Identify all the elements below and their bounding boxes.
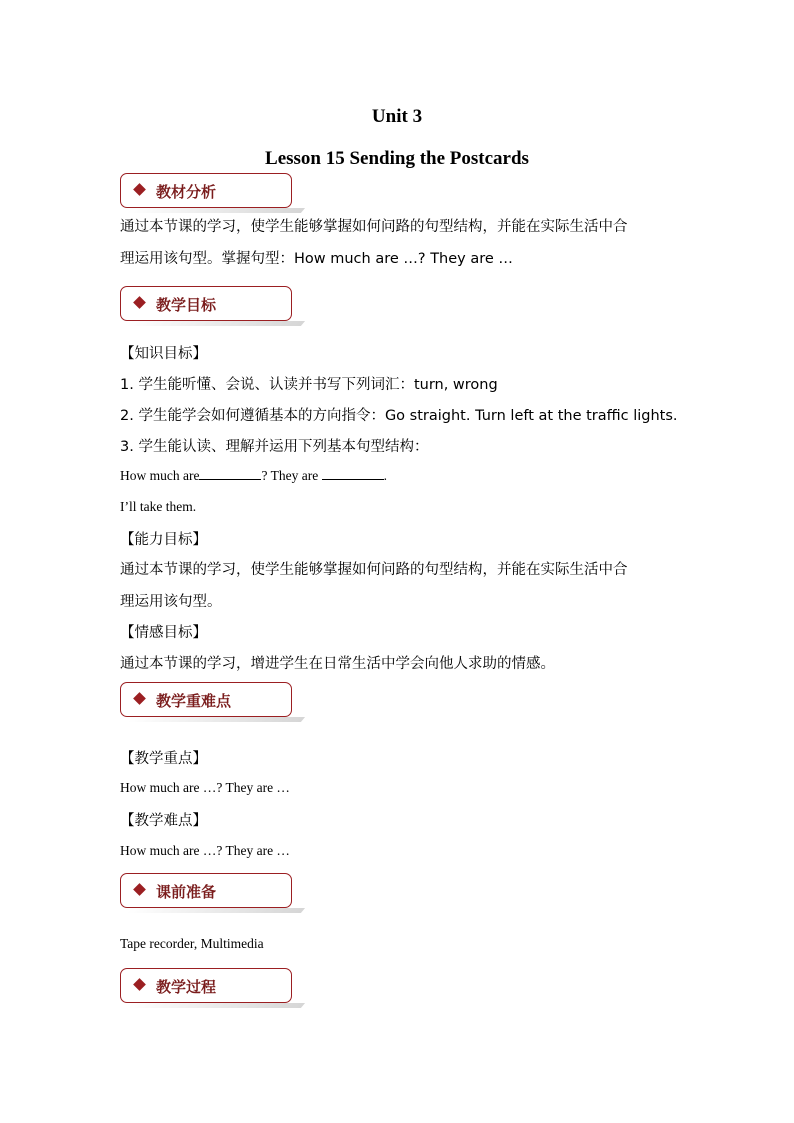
knowledge-item-2: 2. 学生能学会如何遵循基本的方向指令：Go straight. Turn left at the traffic lights. — [120, 408, 678, 424]
preparation-text: Tape recorder, Multimedia — [120, 936, 264, 951]
section-label: 教学过程 — [156, 978, 217, 996]
section-header-process — [120, 968, 292, 1003]
difficulty-heading: 【教学难点】 — [120, 813, 207, 829]
section-shadow — [127, 908, 305, 913]
focus-text: How much are …? They are … — [120, 780, 290, 795]
diamond-bullet-icon — [133, 296, 146, 309]
pattern-part-a: How much are — [120, 468, 200, 483]
ability-line-1: 通过本节课的学习，使学生能够掌握如何问路的句型结构，并能在实际生活中合 — [120, 562, 628, 578]
section-header-key-points — [120, 682, 292, 717]
unit-title: Unit 3 — [371, 106, 423, 127]
emotion-line: 通过本节课的学习，增进学生在日常生活中学会向他人求助的情感。 — [120, 656, 555, 672]
section-label: 教材分析 — [156, 183, 217, 201]
fill-blank — [199, 469, 261, 480]
ability-goal-heading: 【能力目标】 — [120, 532, 207, 548]
sentence-pattern-line — [120, 468, 387, 484]
section-label: 教学重难点 — [156, 692, 232, 710]
knowledge-item-1: 1. 学生能听懂、会说、认读并书写下列词汇：turn, wrong — [120, 377, 498, 393]
fill-blank — [322, 469, 384, 480]
section-shadow — [127, 321, 305, 326]
ability-line-2: 理运用该句型。 — [120, 594, 222, 610]
section-header-preparation — [120, 873, 292, 908]
section-label: 教学目标 — [156, 296, 217, 314]
diamond-bullet-icon — [133, 883, 146, 896]
section-header-goals — [120, 286, 292, 321]
knowledge-goal-heading: 【知识目标】 — [120, 346, 207, 362]
take-sentence: I’ll take them. — [120, 499, 197, 514]
analysis-line-1: 通过本节课的学习，使学生能够掌握如何问路的句型结构，并能在实际生活中合 — [120, 219, 628, 235]
difficulty-text: How much are …? They are … — [120, 843, 290, 858]
analysis-line-2: 理运用该句型。掌握句型：How much are …? They are … — [120, 251, 513, 267]
pattern-part-b: ? They are — [261, 468, 322, 483]
section-header-analysis — [120, 173, 292, 208]
diamond-bullet-icon — [133, 978, 146, 991]
pattern-part-c: . — [383, 468, 387, 483]
section-label: 课前准备 — [156, 883, 217, 901]
section-shadow — [127, 1003, 305, 1008]
focus-heading: 【教学重点】 — [120, 751, 207, 767]
emotion-goal-heading: 【情感目标】 — [120, 625, 207, 641]
knowledge-item-3: 3. 学生能认读、理解并运用下列基本句型结构： — [120, 439, 429, 455]
section-shadow — [127, 208, 305, 213]
lesson-title: Lesson 15 Sending the Postcards — [265, 148, 529, 169]
section-shadow — [127, 717, 305, 722]
diamond-bullet-icon — [133, 183, 146, 196]
diamond-bullet-icon — [133, 692, 146, 705]
